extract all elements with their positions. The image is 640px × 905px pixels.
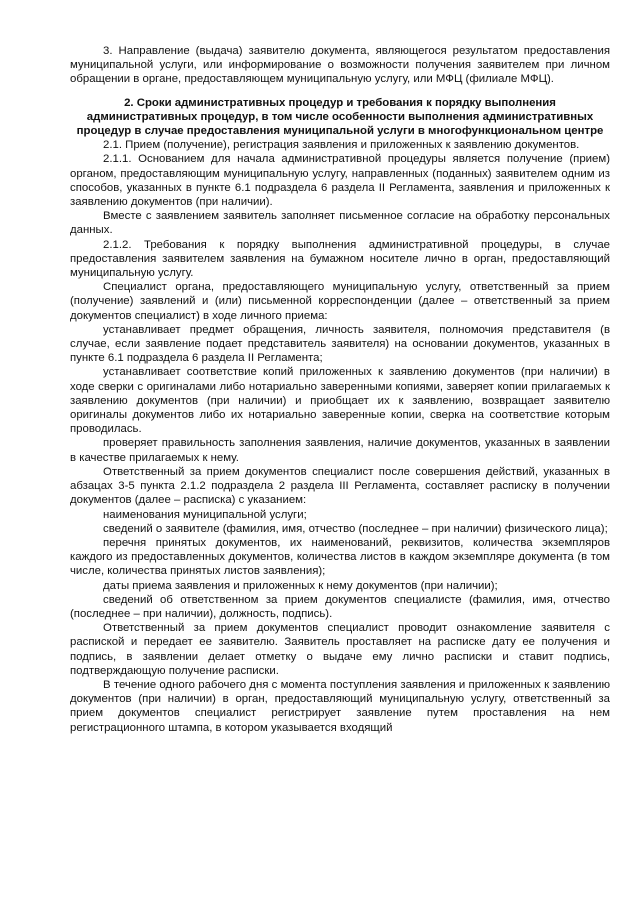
paragraph-service-name: наименования муниципальной услуги; xyxy=(103,508,307,521)
paragraph-registration: В течение одного рабочего дня с момента поступления заявления и приложенных к заявлению документов (при наличии) в орган, предоставляющий муниципальную услугу, ответственный за прием документов специалист регистрирует заявление путем проставления на нем регистрационного штампа, в котором указывается входящий xyxy=(70,678,610,734)
paragraph-establishes-subject: устанавливает предмет обращения, личность заявителя, полномочия представителя (в случае, если заявление подает представитель заявителя) на основании документов, указанных в пункте 6.1 подраздела 6 раздела II Регламента; xyxy=(70,323,610,365)
paragraph-acceptance-date: даты приема заявления и приложенных к нему документов (при наличии); xyxy=(103,579,498,592)
paragraph-specialist-info: сведений об ответственном за прием документов специалисте (фамилия, имя, отчество (последнее – при наличии), должность, подпись). xyxy=(70,593,610,620)
paragraph-familiarization: Ответственный за прием документов специалист проводит ознакомление заявителя с распиской и передает ее заявителю. Заявитель проставляет на расписке дату ее получения и подпись, в заявлении делает отметку о выдаче ему лично расписки и ставит подпись, подтверждающую получение расписки. xyxy=(70,622,610,677)
section-heading: 2. Сроки административных процедур и требования к порядку выполнения административных процедур, в том числе особенности выполнения административных процедур в случае предоставления муниципальной услуги в многофункциональном центре xyxy=(76,96,604,138)
intro-paragraph: 3. Направление (выдача) заявителю документа, являющегося результатом предоставления муниципальной услуги, или информирование о возможности получения заявителем при личном обращении в органе, предоставляющем муниципальную услугу, или МФЦ (филиале МФЦ). xyxy=(70,45,610,86)
paragraph-applicant-info: сведений о заявителе (фамилия, имя, отчество (последнее – при наличии) физического лица); xyxy=(103,522,608,535)
paragraph-specialist: Специалист органа, предоставляющего муниципальную услугу, ответственный за прием (получение) заявлений и (или) письменной корреспонденции (далее – ответственный за прием документов специалист) в ходе личного приема: xyxy=(70,281,610,322)
paragraph-2-1: 2.1. Прием (получение), регистрация заявления и приложенных к заявлению документов. xyxy=(103,139,580,152)
paragraph-checks-correctness: проверяет правильность заполнения заявления, наличие документов, указанных в заявлении в качестве прилагаемых к нему. xyxy=(70,437,610,464)
paragraph-receipt: Ответственный за прием документов специалист после совершения действий, указанных в абзацах 3-5 пункта 2.1.2 подраздела 2 раздела III Регламента, составляет расписку в получении документов (далее – расписка) с указанием: xyxy=(70,465,610,507)
paragraph-documents-list: перечня принятых документов, их наименований, реквизитов, количества экземпляров каждого из предоставленных документов, количества листов в каждом экземпляре документа (в том числе, количества принятых листов заявления); xyxy=(70,536,610,578)
paragraph-2-1-2: 2.1.2. Требования к порядку выполнения административной процедуры, в случае предоставления заявителем заявления на бумажном носителе лично в орган, предоставляющий муниципальную услугу. xyxy=(70,238,610,280)
paragraph-2-1-1: 2.1.1. Основанием для начала административной процедуры является получение (прием) органом, предоставляющим муниципальную услугу, направленных (поданных) заявителем одним из способов, указанных в пункте 6.1 подраздела 6 раздела II Регламента, заявления и приложенных к заявлению документов (при наличии). xyxy=(70,153,610,209)
paragraph-consent: Вместе с заявлением заявитель заполняет письменное согласие на обработку персональных данных. xyxy=(70,210,610,237)
paragraph-establishes-copies: устанавливает соответствие копий приложенных к заявлению документов (при наличии) в ходе сверки с оригиналами либо нотариально заверенными копиями, заверяет копии прилагаемых к заявлению документов (при наличии) и приобщает их к заявлению, возвращает заявителю оригиналы документов либо их нотариально заверенные копии, сверка на соответствие которым проводилась. xyxy=(70,366,610,436)
document-page xyxy=(70,44,610,735)
